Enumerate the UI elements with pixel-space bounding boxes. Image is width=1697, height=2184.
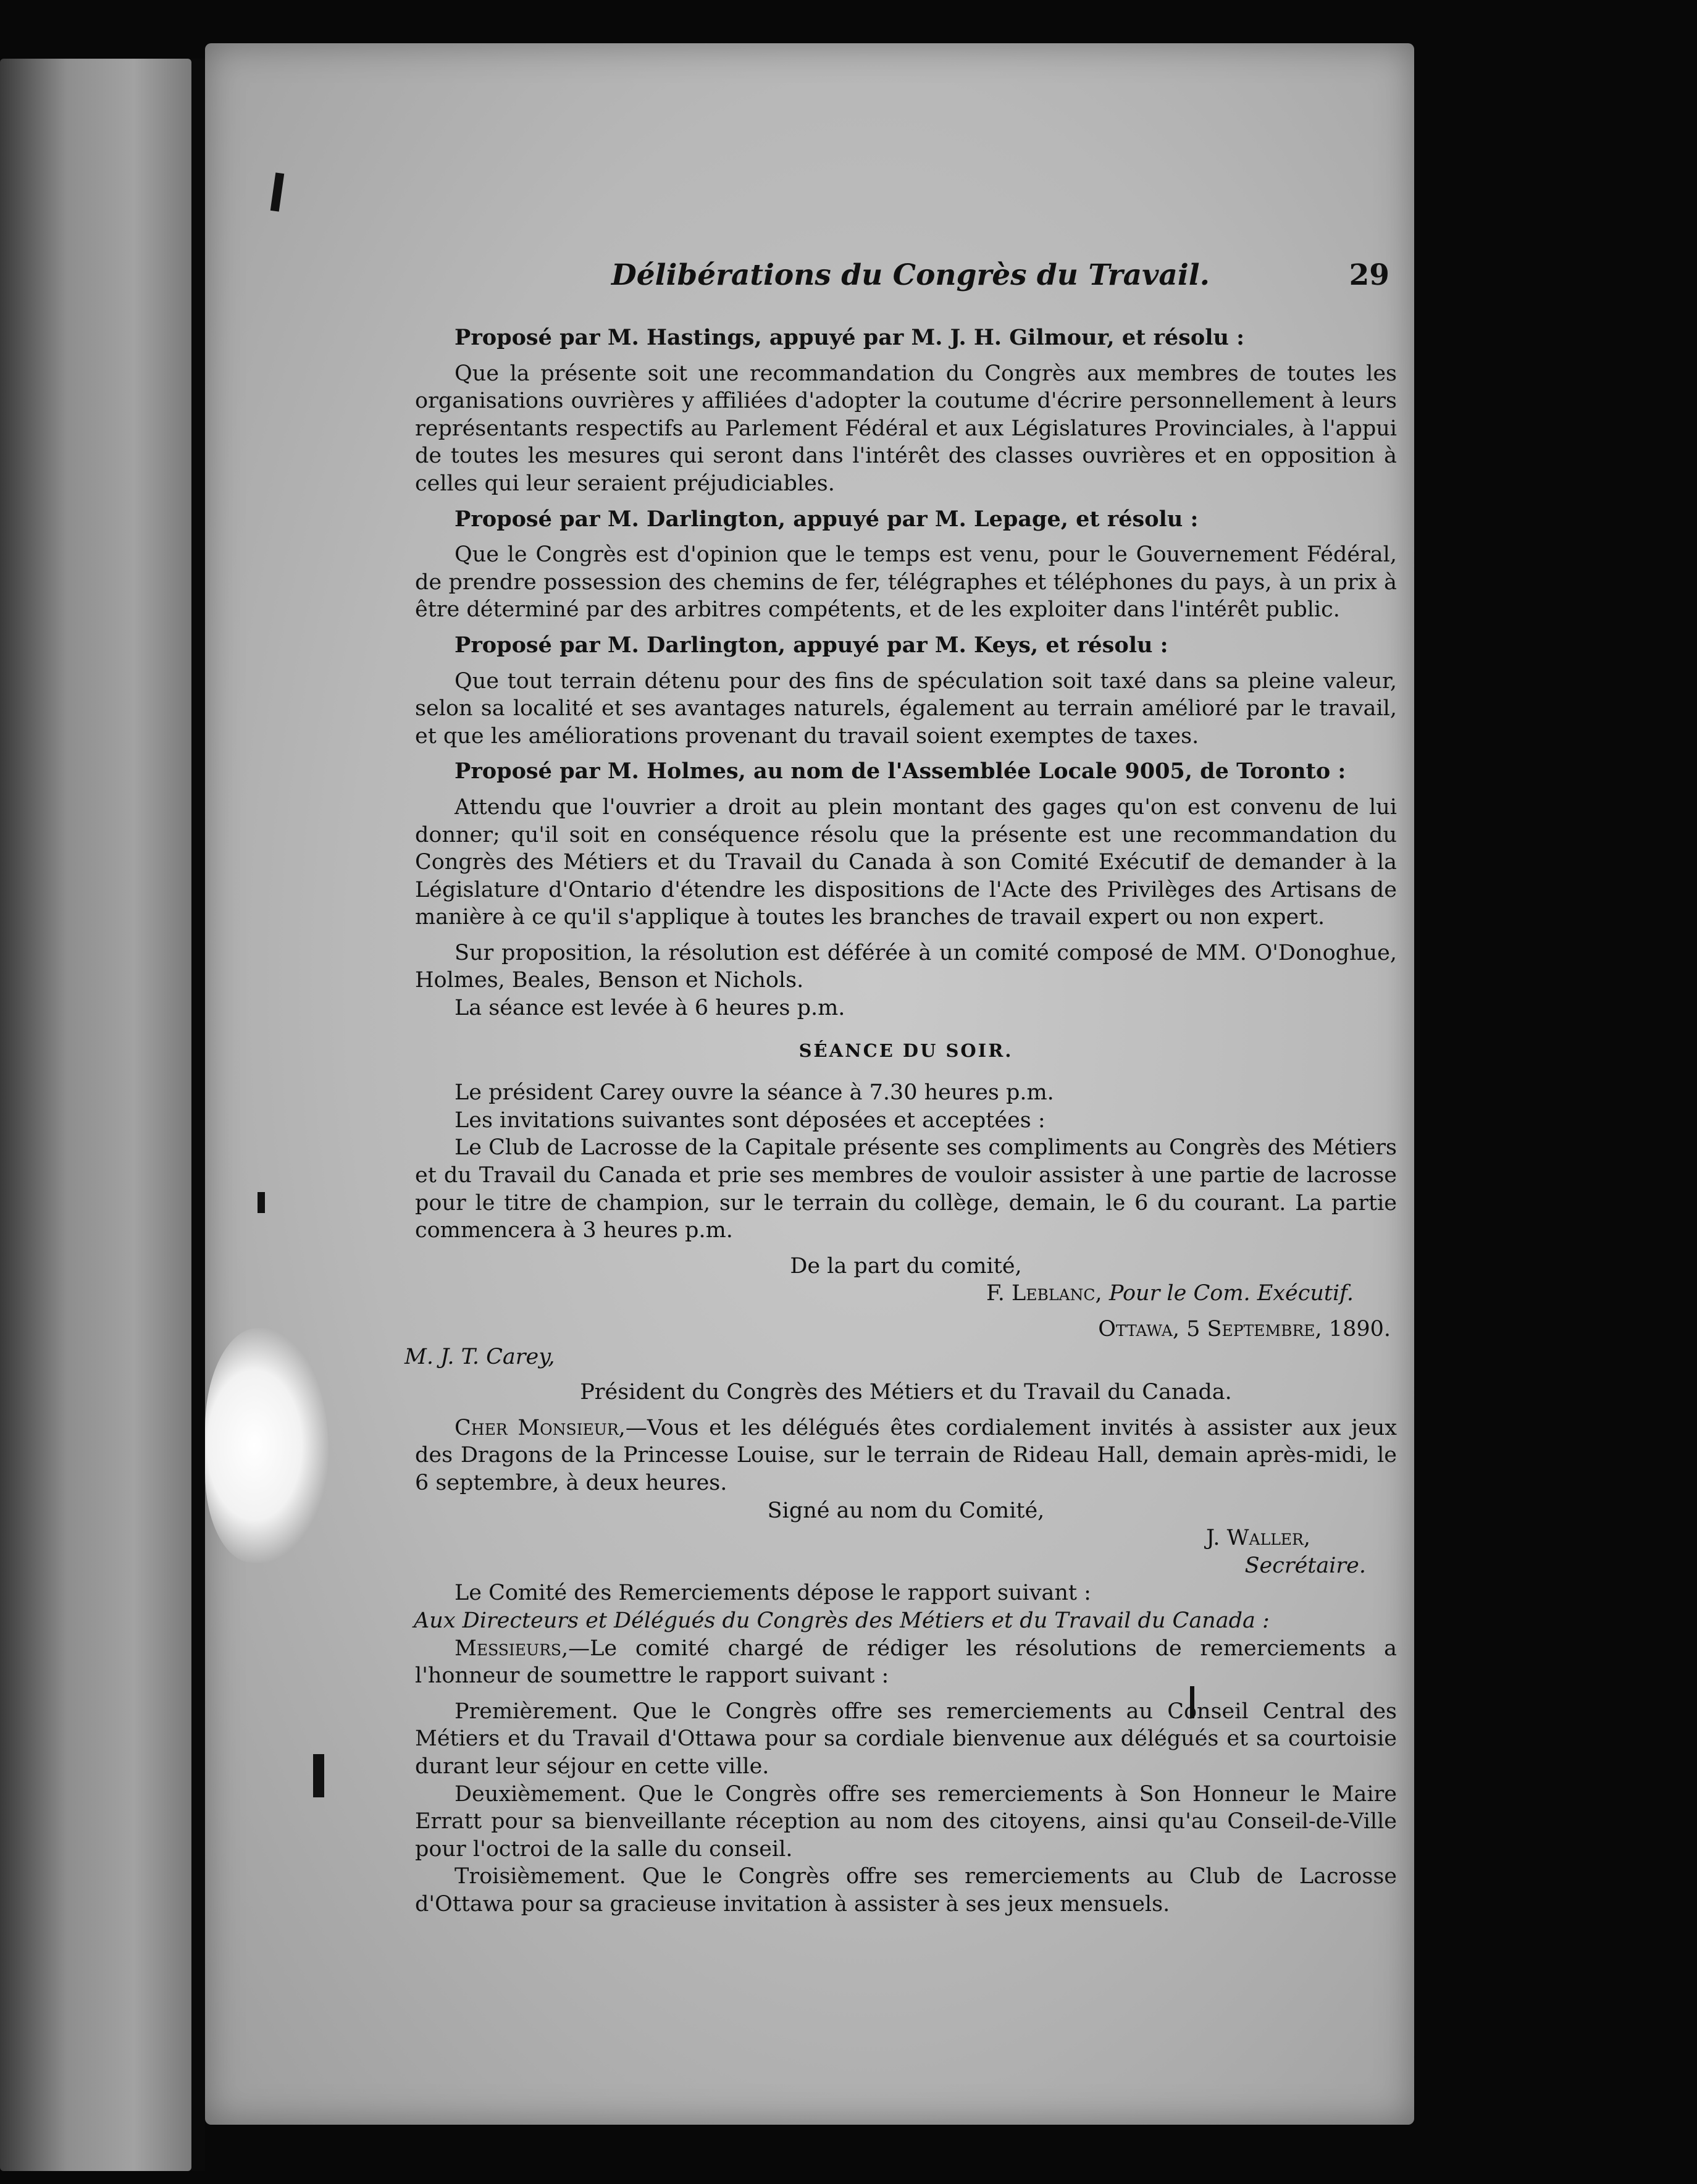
paper-damage-spot — [205, 1328, 329, 1563]
opening-line: Le président Carey ouvre la séance à 7.30 heures p.m. — [455, 1080, 1054, 1106]
signatory-role: Secrétaire. — [1244, 1553, 1366, 1578]
closing-line: Signé au nom du Comité, — [767, 1498, 1045, 1523]
signatory-name: J. Waller, — [1206, 1526, 1310, 1551]
thanks-item: Deuxièmement. Que le Congrès offre ses remerciements à Son Honneur le Maire Erratt pour sa bienveillante réception au nom des citoyens, ainsi qu'au Conseil-de-Ville pour l'octroi de la salle du conseil. — [415, 1781, 1397, 1862]
running-title: Délibérations du Congrès du Travail. — [611, 258, 1210, 292]
resolution-paragraph: Attendu que l'ouvrier a droit au plein montant des gages qu'on est convenu de lui donner; qu'il soit en conséquence résolu que la présente est une recommandation du Congrès des Métiers et du Travail du Canada à son Comité Exécutif de demander à la Législature d'Ontario d'étendre les dispositions de l'Acte des Privilèges des Artisans de manière à ce qu'il s'applique à toutes les branches de travail expert ou non expert. — [415, 794, 1397, 930]
invitations-line: Les invitations suivantes sont déposées et acceptées : — [455, 1107, 1045, 1133]
motion-line: Proposé par M. Hastings, appuyé par M. J. H. Gilmour, et résolu : — [455, 325, 1245, 350]
resolution-paragraph: Que tout terrain détenu pour des fins de spéculation soit taxé dans sa pleine valeur, selon sa localité et ses avantages naturels, également au terrain amélioré par le travail, et que les améliorations provenant du travail soient exemptes de taxes. — [415, 668, 1397, 749]
signature-line — [415, 1280, 1397, 1308]
page-number: 29 — [1349, 258, 1389, 292]
signatory-name: F. Leblanc, — [986, 1281, 1102, 1306]
running-header — [611, 258, 1389, 301]
report-intro: Le Comité des Remerciements dépose le rapport suivant : — [455, 1581, 1091, 1606]
salutation: Messieurs, — [455, 1636, 569, 1661]
motion-line: Proposé par M. Holmes, au nom de l'Assemblée Locale 9005, de Toronto : — [455, 758, 1346, 784]
thanks-item: Premièrement. Que le Congrès offre ses remerciements au Conseil Central des Métiers et du Travail d'Ottawa pour sa cordiale bienvenue aux délégués et sa courtoisie durant leur séjour en cette ville. — [415, 1699, 1397, 1779]
salutation: Cher Monsieur, — [455, 1415, 626, 1440]
addressee-title: Président du Congrès des Métiers et du Travail du Canada. — [580, 1380, 1232, 1405]
invitation-paragraph: Le Club de Lacrosse de la Capitale présente ses compliments au Congrès des Métiers et du Travail du Canada et prie ses membres de vouloir assister à une partie de lacrosse pour le titre de champion, sur le terrain du collège, demain, le 6 du courant. La partie commencera à 3 heures p.m. — [415, 1135, 1397, 1243]
facing-page-edge — [0, 59, 191, 2171]
motion-line: Proposé par M. Darlington, appuyé par M. Keys, et résolu : — [455, 632, 1168, 658]
thanks-item: Troisièmement. Que le Congrès offre ses remerciements au Club de Lacrosse d'Ottawa pour sa gracieuse invitation à assister à ses jeux mensuels. — [415, 1864, 1397, 1917]
resolution-paragraph: Que le Congrès est d'opinion que le temps est venu, pour le Gouvernement Fédéral, de prendre possession des chemins de fer, télégraphes et téléphones du pays, à un prix à être déterminé par des arbitres compétents, et de les exploiter dans l'intérêt public. — [415, 542, 1397, 623]
section-heading: SÉANCE DU SOIR. — [798, 1040, 1013, 1061]
body-text — [404, 324, 1397, 1918]
signatory-role: Pour le Com. Exécutif. — [1108, 1281, 1354, 1306]
addressee: M. J. T. Carey, — [404, 1344, 555, 1369]
ink-speck — [313, 1754, 324, 1797]
dateline: Ottawa, 5 Septembre, 1890. — [1098, 1317, 1391, 1342]
letter-paragraph — [415, 1414, 1397, 1497]
resolution-paragraph: Que la présente soit une recommandation du Congrès aux membres de toutes les organisations ouvrières y affiliées d'adopter la coutume d'écrire personnellement à leurs représentants respectifs au Parlement Fédéral et aux Législatures Provinciales, à l'appui de toutes les mesures qui seront dans l'intérêt des classes ouvrières et en opposition à celles qui leur seraient préjudiciables. — [415, 361, 1397, 496]
book-gutter — [191, 59, 205, 2171]
ink-speck — [258, 1192, 265, 1213]
ink-speck — [270, 172, 284, 211]
report-address: Aux Directeurs et Délégués du Congrès des Métiers et du Travail du Canada : — [414, 1608, 1270, 1633]
closing-line: De la part du comité, — [790, 1253, 1022, 1279]
report-paragraph — [415, 1635, 1397, 1690]
motion-line: Proposé par M. Darlington, appuyé par M. Lepage, et résolu : — [455, 506, 1199, 532]
adjournment-line: La séance est levée à 6 heures p.m. — [455, 996, 845, 1021]
report-body: —Le comité chargé de rédiger les résolutions de remerciements a l'honneur de soumettre le rapport suivant : — [415, 1636, 1397, 1689]
letter-body: —Vous et les délégués êtes cordialement invités à assister aux jeux des Dragons de la Princesse Louise, sur le terrain de Rideau Hall, demain après-midi, le 6 septembre, à deux heures. — [415, 1415, 1397, 1495]
referral-paragraph: Sur proposition, la résolution est déférée à un comité composé de MM. O'Donoghue, Holmes, Beales, Benson et Nichols. — [415, 940, 1397, 993]
